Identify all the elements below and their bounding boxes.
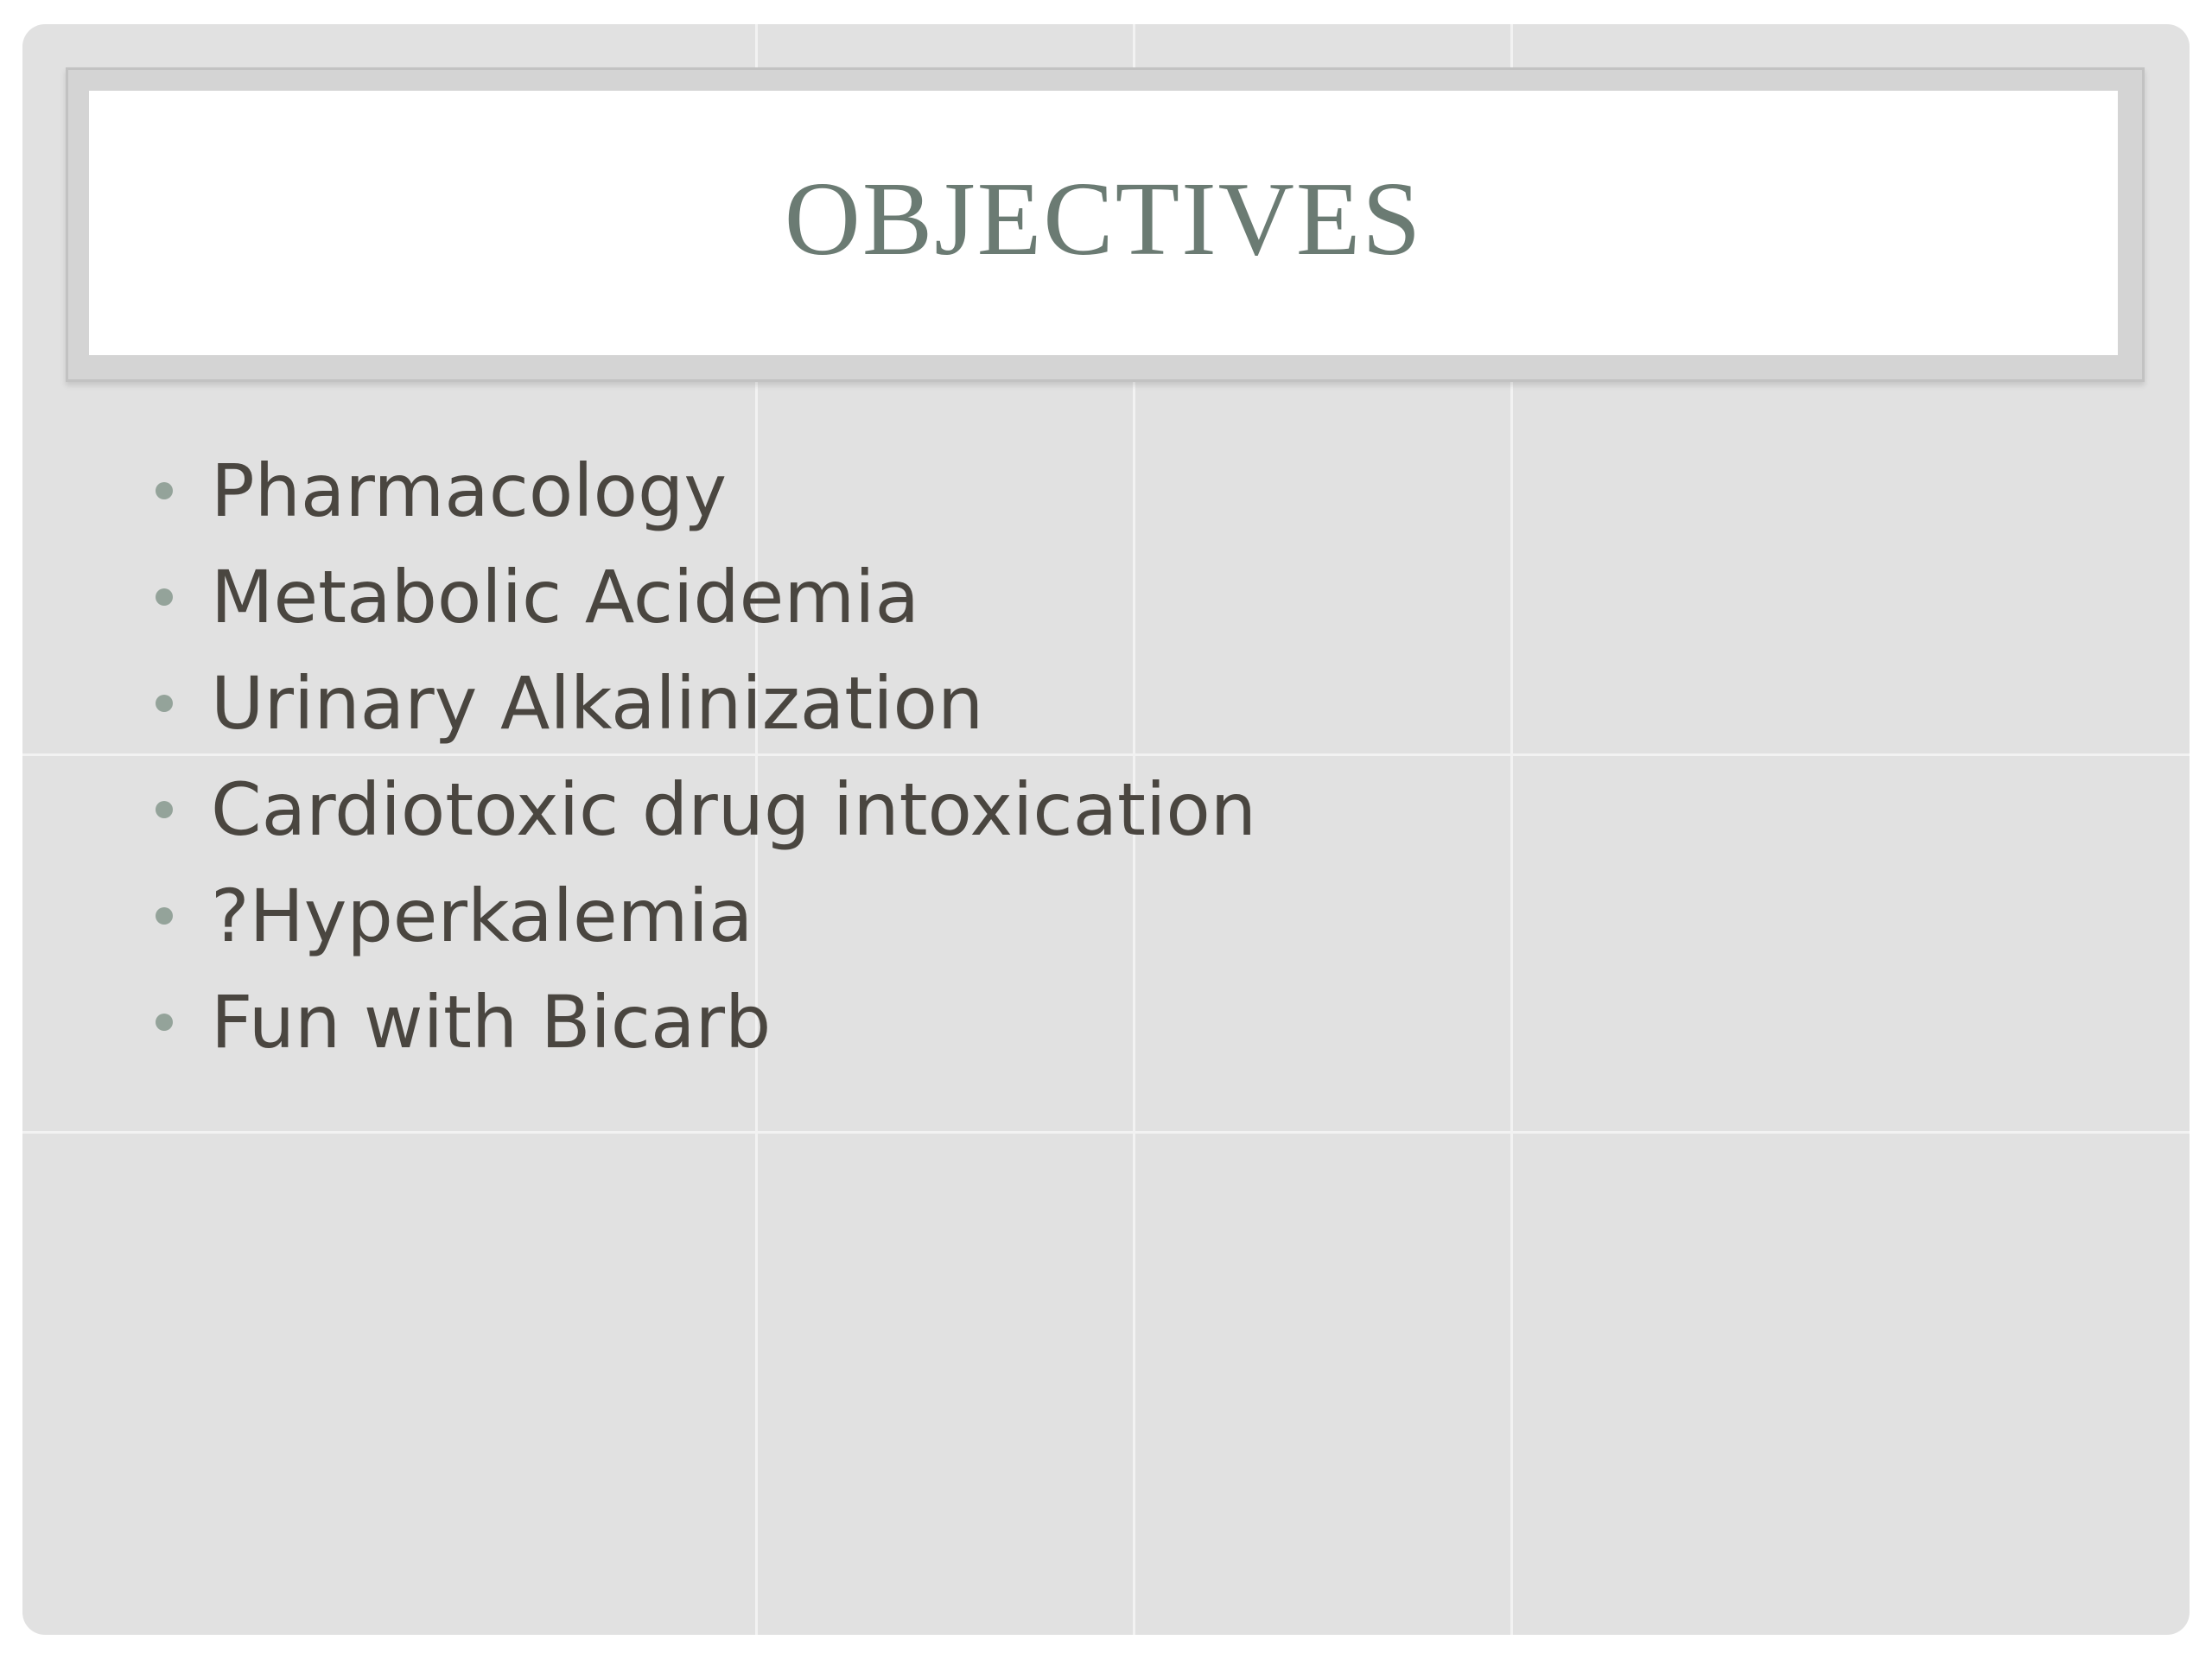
bullet-icon bbox=[156, 588, 173, 606]
list-item bbox=[152, 543, 1256, 650]
bullet-icon bbox=[156, 907, 173, 925]
bullet-text: Cardiotoxic drug intoxication bbox=[211, 766, 1256, 852]
bullet-icon bbox=[156, 482, 173, 499]
list-item bbox=[152, 862, 1256, 969]
bullet-text: ?Hyperkalemia bbox=[211, 873, 753, 958]
bullet-icon bbox=[156, 1014, 173, 1031]
slide-title: OBJECTIVES bbox=[784, 161, 1423, 277]
list-item bbox=[152, 756, 1256, 862]
bullet-text: Urinary Alkalinization bbox=[211, 660, 984, 746]
bullet-list bbox=[152, 437, 1256, 1075]
list-item bbox=[152, 437, 1256, 543]
bullet-icon bbox=[156, 801, 173, 818]
list-item bbox=[152, 650, 1256, 756]
title-box bbox=[89, 91, 2118, 355]
bullet-text: Fun with Bicarb bbox=[211, 979, 772, 1065]
bullet-text: Metabolic Acidemia bbox=[211, 554, 919, 639]
grid-line bbox=[22, 1131, 2190, 1134]
list-item bbox=[152, 969, 1256, 1075]
bullet-icon bbox=[156, 695, 173, 712]
title-frame bbox=[66, 67, 2145, 382]
bullet-text: Pharmacology bbox=[211, 448, 728, 533]
slide bbox=[22, 24, 2190, 1635]
